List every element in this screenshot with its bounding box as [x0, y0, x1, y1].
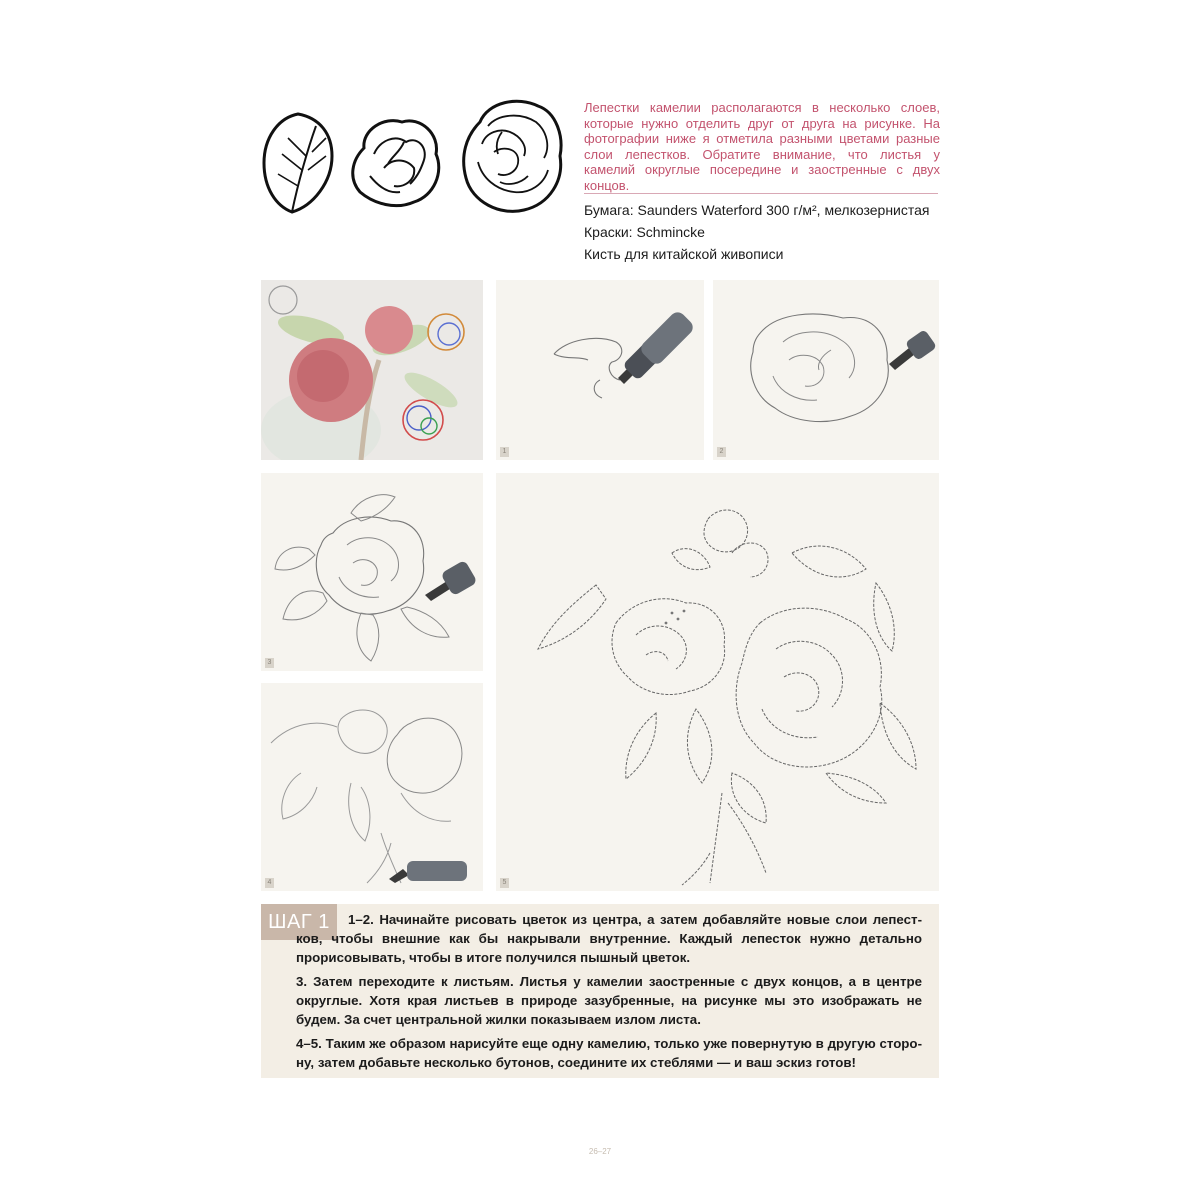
- step-panel-1: [496, 280, 704, 460]
- paper-line: Бумага: Saunders Waterford 300 г/м², мелкозернистая: [584, 202, 930, 218]
- paints-line: Краски: Schmincke: [584, 224, 705, 240]
- page-numbers: 26–27: [588, 1147, 612, 1156]
- panel-number: 2: [717, 447, 726, 457]
- reference-photo: [261, 280, 483, 460]
- pen-icon: [889, 329, 937, 370]
- step-label: ШАГ 1: [261, 904, 337, 940]
- step-paragraph-1: 1–2. Начинайте рисовать цветок из центра, а затем добавляйте новые слои лепестков, чтобы внешние как бы накрывали внутренние. Каждый лепесток нужно детально прорисовывать, чтобы в итоге получился пышный цветок.: [296, 912, 922, 965]
- step-paragraph-2: 3. Затем переходите к листьям. Листья у камелии заостренные с двух концов, а в центре округлые. Хотя края листьев в природе зазубренные, на рисунке мы это изображать не будем. За счет центральной жилки показываем излом листа.: [296, 974, 922, 1027]
- flower-sketch: [458, 92, 568, 217]
- step-panel-5: [496, 473, 939, 891]
- panel-number: 1: [500, 447, 509, 457]
- divider: [584, 193, 938, 194]
- pen-icon: [389, 861, 467, 883]
- panel-number: 4: [265, 878, 274, 888]
- materials-list: [584, 199, 930, 265]
- bud-sketch: [344, 108, 449, 213]
- panel-number: 5: [500, 878, 509, 888]
- step-instructions: [296, 910, 922, 1077]
- intro-text: Лепестки камелии располагаются в несколько слоев, которые нужно отделить друг от друга на рисунке. На фотографии ниже я отметила разными цветами разные слои лепестков. Обратите внимание, что листья у камелий округлые посередине и заостренные с двух концов.: [584, 100, 940, 193]
- step-panel-4: [261, 683, 483, 891]
- step-panel-2: [713, 280, 939, 460]
- step-panel-3: [261, 473, 483, 671]
- step-paragraph-3: 4–5. Таким же образом нарисуйте еще одну камелию, только уже повернутую в другую сторону, затем добавьте несколько бутонов, соедините их стеблями — и ваш эскиз готов!: [296, 1036, 922, 1070]
- brush-line: Кисть для китайской живописи: [584, 246, 784, 262]
- panel-number: 3: [265, 658, 274, 668]
- pen-icon: [425, 560, 478, 601]
- pen-icon: [618, 309, 696, 384]
- leaf-sketch: [258, 108, 338, 218]
